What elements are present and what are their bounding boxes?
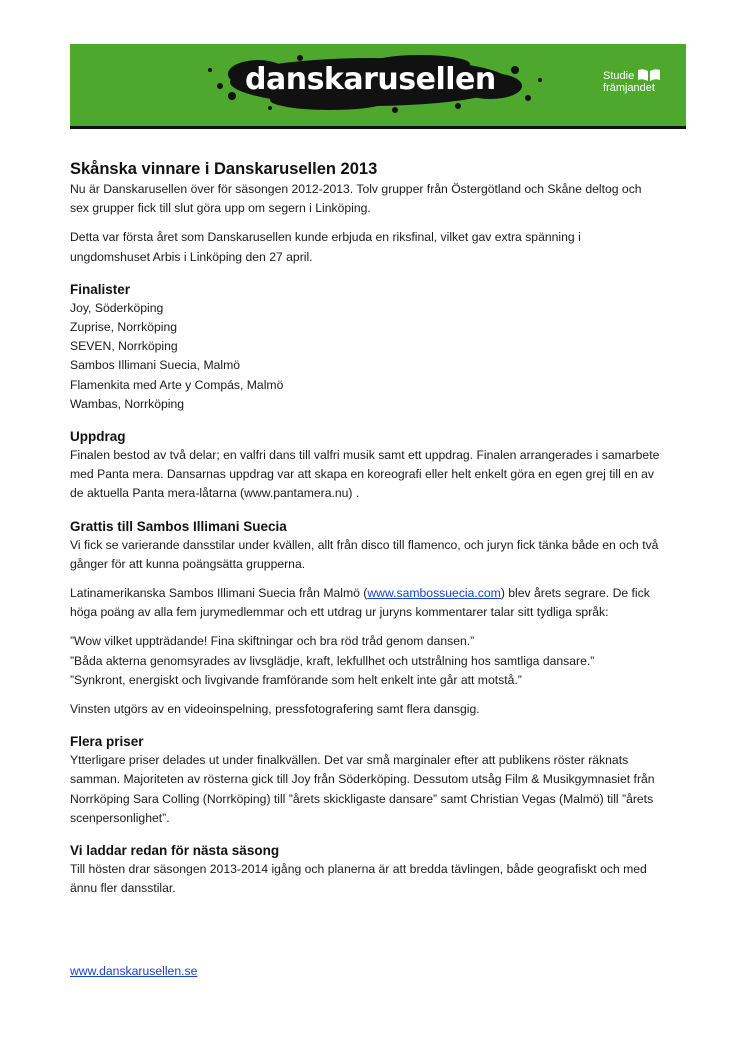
list-item: SEVEN, Norrköping bbox=[70, 339, 178, 354]
article-title: Skånska vinnare i Danskarusellen 2013 bbox=[70, 160, 378, 178]
priser-paragraph: Ytterligare priser delades ut under finalkvällen. Det var små marginaler efter att publikens röster räknats samman. Majoriteten av rösterna gick till Joy från Söderköping. Dessutom utsåg Film & Musikgymnasiet från Norrköping Sara Colling (Norrköping) till ”årets skickligaste dansare” samt Christian Vegas (Malmö) till ”årets scenpersonlighet”. bbox=[70, 753, 655, 825]
book-icon bbox=[637, 68, 661, 82]
quote: ”Wow vilket uppträdande! Fina skiftningar och bra röd tråd genom dansen.” bbox=[70, 634, 475, 649]
intro-paragraph-2: Detta var första året som Danskarusellen kunde erbjuda en riksfinal, vilket gav extra spänning i ungdomshuset Arbis i Linköping den 27 april. bbox=[70, 230, 581, 264]
danskarusellen-website-link[interactable]: www.danskarusellen.se bbox=[70, 964, 198, 978]
grattis-paragraph-2: Latinamerikanska Sambos Illimani Suecia från Malmö (www.sambossuecia.com) blev årets segrare. De fick höga poäng av alla fem jurymedlemmar och ett utdrag ur juryns kommentarer talar sitt tydliga språk: bbox=[70, 586, 650, 620]
article-body bbox=[70, 158, 660, 898]
sambossuecia-link[interactable]: www.sambossuecia.com bbox=[367, 586, 501, 601]
uppdrag-paragraph: Finalen bestod av två delar; en valfri dans till valfri musik samt ett uppdrag. Finalen arrangerades i samarbete med Panta mera. Dansarnas uppdrag var att skapa en koreografi eller helt enkelt göra en egen grej till en av de aktuella Panta mera-låtarna (www.pantamera.nu) . bbox=[70, 448, 660, 501]
finalister-heading: Finalister bbox=[70, 281, 131, 297]
uppdrag-heading: Uppdrag bbox=[70, 429, 126, 445]
list-item: Wambas, Norrköping bbox=[70, 396, 185, 411]
quote: ”Synkront, energiskt och livgivande framförande som helt enkelt inte går att motstå.” bbox=[70, 672, 522, 687]
nasta-sasong-paragraph: Till hösten drar säsongen 2013-2014 igång och planerna är att bredda tävlingen, både geografiskt och med ännu fler dansstilar. bbox=[70, 862, 647, 896]
jury-quotes bbox=[70, 632, 660, 690]
quote: ”Båda akterna genomsyrades av livsglädje, kraft, lekfullhet och utstrålning hos samtliga dansare.” bbox=[70, 653, 595, 668]
list-item: Joy, Söderköping bbox=[70, 300, 164, 315]
danskarusellen-logo: danskarusellen bbox=[245, 62, 496, 97]
priser-heading: Flera priser bbox=[70, 734, 144, 750]
grattis-paragraph-1: Vi fick se varierande dansstilar under kvällen, allt från disco till flamenco, och juryn fick tänka både en och två gånger för att kunna poängsätta grupperna. bbox=[70, 537, 659, 571]
vinsten-paragraph: Vinsten utgörs av en videoinspelning, pressfotografering samt flera dansgig. bbox=[70, 702, 480, 717]
studiefrämjandet-logo: Studie främjandet bbox=[603, 70, 655, 94]
finalister-list bbox=[70, 299, 660, 414]
list-item: Zuprise, Norrköping bbox=[70, 320, 178, 335]
list-item: Sambos Illimani Suecia, Malmö bbox=[70, 358, 241, 373]
list-item: Flamenkita med Arte y Compás, Malmö bbox=[70, 377, 284, 392]
nasta-sasong-heading: Vi laddar redan för nästa säsong bbox=[70, 843, 280, 859]
grattis-heading: Grattis till Sambos Illimani Suecia bbox=[70, 518, 287, 534]
intro-paragraph-1: Nu är Danskarusellen över för säsongen 2012-2013. Tolv grupper från Östergötland och Skåne deltog och sex grupper fick till slut göra upp om segern i Linköping. bbox=[70, 182, 642, 216]
